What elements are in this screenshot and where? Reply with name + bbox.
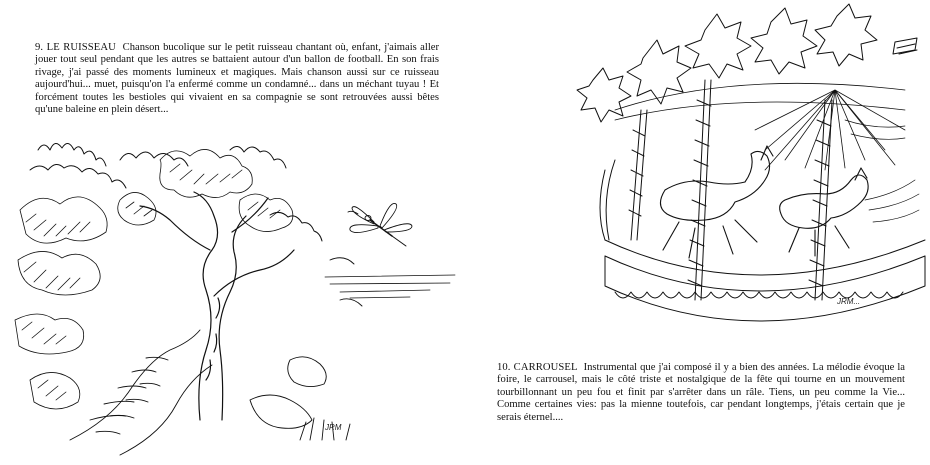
song-10-body: Instrumental que j'ai composé il y a bien des années. La mélodie évoque la foire, le carrousel, mais le côté triste et nostalgique de la fête qui tourne en un mouvement tourbillonnant un peu fou et finit par s'arrêter dans un râle. Tiens, un peu comme la Vie... Comme certaines vies: pas la mienne toutefois, car pendant longtemps, j'étais certain que je serais éternel.... [497,362,905,423]
song-10-description [497,362,905,424]
left-illustration-signature: JRM [325,423,342,432]
song-9-body: Chanson bucolique sur le petit ruisseau chantant où, enfant, j'aimais aller jouer tout seul pendant que les autres se battaient autour d'un ballon de football. En son frais rivage, j'ai passé des moments lumineux et magiques. Mais chanson aussi sur ce ruisseau aujourd'hui... muet, puisqu'on l'a enfermé comme un condamné... dans un méchant tuyau ! Et forcément toutes les bestioles qui vivaient en sa compagnie se sont retrouvées aussi bêtes qu'une baleine en plein désert... [35,42,439,116]
song-10-heading: 10. CARROUSEL [497,362,578,373]
song-9-heading: 9. LE RUISSEAU [35,42,116,53]
right-illustration-signature: JRM... [837,297,861,306]
right-page [465,0,930,465]
